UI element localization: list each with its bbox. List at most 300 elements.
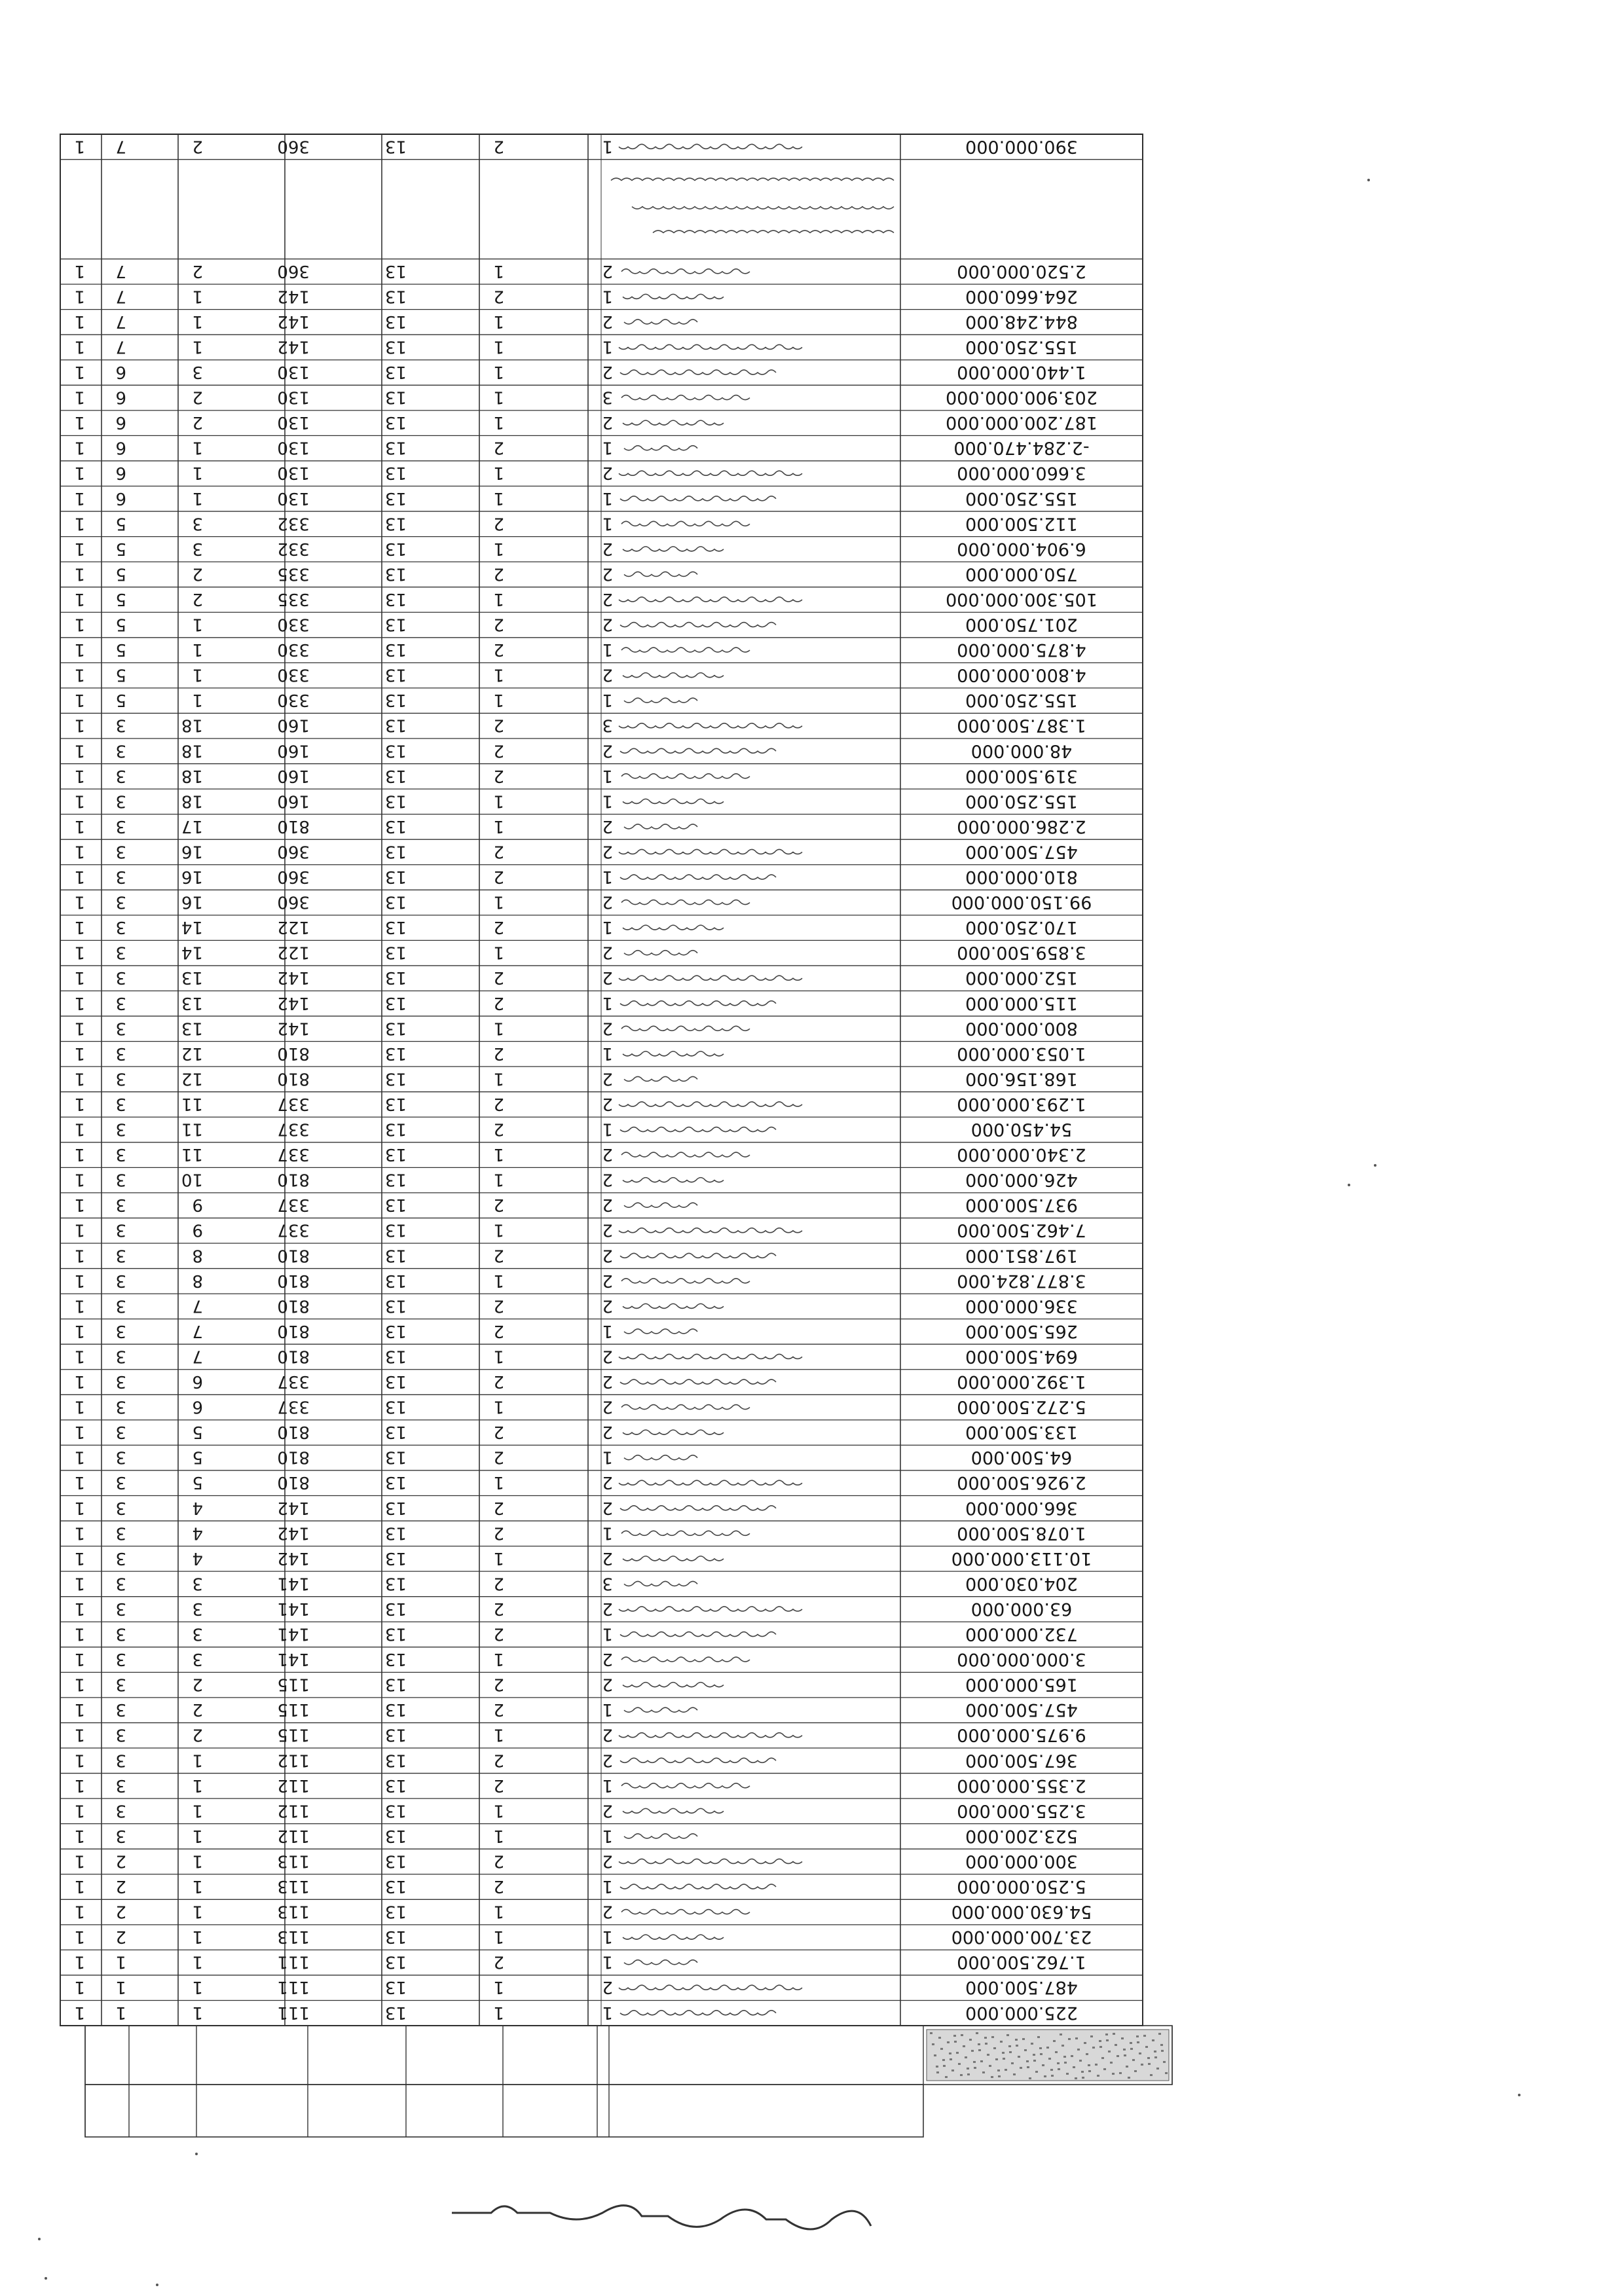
amount-cell: 99.150.000.000 — [951, 892, 1092, 913]
table-row — [74, 640, 1086, 660]
code-cell: 3 — [115, 1573, 126, 1594]
table-row — [74, 1700, 1077, 1720]
code-cell: 1 — [602, 1775, 613, 1795]
amount-cell: 64.500.000 — [970, 1447, 1073, 1468]
code-cell: 1 — [74, 1195, 85, 1215]
code-cell: 337 — [277, 1220, 310, 1240]
description-scribble — [623, 799, 724, 803]
code-cell: 1 — [602, 690, 613, 710]
code-cell: 2 — [602, 1093, 613, 1114]
stamp-noise — [1024, 2049, 1027, 2051]
code-cell: 16 — [181, 867, 203, 887]
code-cell: 142 — [277, 1497, 310, 1518]
code-cell: 13 — [384, 690, 407, 710]
stamp-noise — [1040, 2053, 1043, 2055]
code-cell: 5 — [115, 665, 126, 685]
code-cell: 142 — [277, 286, 310, 306]
code-cell: 2 — [602, 1346, 613, 1366]
code-cell: 13 — [384, 1472, 407, 1493]
code-cell: 112 — [277, 1800, 310, 1821]
code-cell: 1 — [493, 1800, 504, 1821]
code-cell: 3 — [115, 791, 126, 811]
table-row — [74, 665, 1086, 685]
amount-cell: 3.859.500.000 — [957, 942, 1086, 963]
code-cell: 1 — [493, 337, 504, 357]
table-row — [74, 791, 1077, 811]
code-cell: 141 — [277, 1598, 310, 1618]
amount-cell: 4.875.000.000 — [957, 640, 1086, 661]
code-cell: 2 — [493, 1043, 504, 1063]
code-cell: 1 — [602, 791, 613, 811]
table-row — [74, 564, 1077, 584]
code-cell: 2 — [602, 1245, 613, 1266]
stamp-noise — [1099, 2040, 1101, 2042]
code-cell: 13 — [384, 816, 407, 836]
stamp-noise — [1165, 2072, 1168, 2074]
code-cell: 3 — [115, 1018, 126, 1038]
stamp-noise — [949, 2052, 951, 2054]
amount-cell: 2.355.000.000 — [957, 1775, 1086, 1796]
code-cell: 2 — [493, 437, 504, 458]
code-cell: 130 — [277, 488, 310, 508]
table-row — [74, 1851, 1077, 1871]
code-cell: 13 — [384, 463, 407, 483]
code-cell: 2 — [493, 640, 504, 660]
amount-cell: 7.462.500.000 — [957, 1220, 1086, 1241]
description-scribble — [624, 1329, 697, 1334]
code-cell: 3 — [115, 765, 126, 786]
table-row — [74, 1952, 1086, 1973]
code-cell: 1 — [74, 1043, 85, 1063]
code-cell: 6 — [115, 463, 126, 483]
code-cell: 2 — [602, 1195, 613, 1215]
code-cell: 122 — [277, 942, 310, 962]
code-cell: 1 — [74, 589, 85, 609]
code-cell: 1 — [74, 1775, 85, 1795]
code-cell: 1 — [192, 488, 203, 508]
code-cell: 130 — [277, 437, 310, 458]
code-cell: 5 — [192, 1447, 203, 1467]
code-cell: 1 — [74, 1346, 85, 1366]
description-scribble — [619, 723, 802, 728]
stamp-noise — [950, 2058, 952, 2060]
code-cell: 2 — [192, 412, 203, 433]
code-cell: 1 — [74, 740, 85, 761]
stamp-noise — [1031, 2043, 1033, 2045]
code-cell: 2 — [493, 1296, 504, 1316]
code-cell: 2 — [493, 1195, 504, 1215]
code-cell: 5 — [115, 589, 126, 609]
description-scribble — [611, 178, 894, 181]
code-cell: 335 — [277, 564, 310, 584]
code-cell: 2 — [192, 1674, 203, 1694]
code-cell: 1 — [74, 1952, 85, 1972]
amount-cell: 225.000.000 — [965, 2002, 1078, 2023]
code-cell: 1 — [493, 1396, 504, 1417]
code-cell: 1 — [192, 1876, 203, 1897]
code-cell: 2 — [602, 816, 613, 836]
description-scribble — [619, 1354, 802, 1358]
table-row — [74, 1725, 1086, 1745]
table-row — [74, 1422, 1077, 1442]
code-cell: 3 — [115, 1800, 126, 1821]
code-cell: 13 — [384, 1624, 407, 1644]
code-cell: 17 — [181, 816, 203, 836]
stamp-noise — [1082, 2077, 1084, 2079]
code-cell: 1 — [602, 917, 613, 938]
amount-cell: 1.387.500.000 — [957, 715, 1086, 736]
stamp-noise — [1084, 2042, 1086, 2044]
code-cell: 1 — [493, 488, 504, 508]
code-cell: 13 — [384, 665, 407, 685]
description-scribble — [621, 1152, 750, 1157]
table-row — [74, 1245, 1077, 1266]
code-cell: 2 — [192, 136, 203, 156]
code-cell: 13 — [384, 1977, 407, 1997]
code-cell: 13 — [384, 1043, 407, 1063]
stamp-noise — [1075, 2037, 1078, 2039]
stamp-noise — [1108, 2050, 1111, 2052]
description-scribble — [621, 647, 750, 652]
amount-cell: 457.500.000 — [965, 841, 1078, 862]
description-scribble — [653, 230, 894, 233]
code-cell: 5 — [115, 640, 126, 660]
stamp-noise — [1068, 2038, 1071, 2040]
code-cell: 1 — [74, 1119, 85, 1139]
table-row — [74, 1372, 1086, 1392]
code-cell: 1 — [74, 715, 85, 735]
stamp-noise — [991, 2036, 994, 2038]
code-cell: 2 — [493, 1523, 504, 1543]
code-cell: 2 — [602, 1472, 613, 1493]
code-cell: 13 — [384, 765, 407, 786]
code-cell: 3 — [115, 1321, 126, 1341]
code-cell: 332 — [277, 538, 310, 558]
code-cell: 1 — [74, 1548, 85, 1568]
code-cell: 1 — [493, 1068, 504, 1089]
stamp-noise — [1026, 2060, 1029, 2062]
description-scribble — [619, 975, 802, 980]
code-cell: 13 — [384, 1523, 407, 1543]
code-cell: 13 — [384, 1144, 407, 1165]
description-scribble — [620, 1379, 776, 1384]
code-cell: 1 — [74, 488, 85, 508]
table-row — [74, 1776, 1086, 1796]
code-cell: 1 — [192, 1901, 203, 1922]
table-row — [74, 136, 1077, 156]
code-cell: 111 — [277, 1952, 310, 1972]
stamp-noise — [1160, 2044, 1163, 2046]
code-cell: 2 — [493, 740, 504, 761]
stamp-noise — [1033, 2060, 1036, 2062]
description-scribble — [621, 1405, 750, 1410]
code-cell: 13 — [384, 564, 407, 584]
code-cell: 3 — [115, 1372, 126, 1392]
amount-cell: 366.000.000 — [965, 1497, 1078, 1518]
description-scribble — [620, 1001, 776, 1006]
stamp-noise — [1050, 2069, 1053, 2071]
stamp-noise — [1044, 2075, 1046, 2077]
stamp-noise — [1029, 2077, 1031, 2079]
code-cell: 1 — [192, 1952, 203, 1972]
table-row — [74, 1826, 1077, 1846]
table-row — [74, 337, 1077, 357]
code-cell: 2 — [115, 1927, 126, 1947]
stamp-noise — [930, 2032, 932, 2034]
code-cell: 810 — [277, 1422, 310, 1442]
stamp-noise — [954, 2041, 957, 2043]
code-cell: 2 — [493, 1245, 504, 1266]
code-cell: 13 — [384, 1346, 407, 1366]
amount-cell: 750.000.000 — [965, 564, 1078, 585]
code-cell: 2 — [493, 513, 504, 534]
code-cell: 2 — [493, 968, 504, 988]
code-cell: 2 — [602, 740, 613, 761]
table-row — [74, 766, 1077, 786]
code-cell: 3 — [192, 1573, 203, 1594]
code-cell: 1 — [602, 136, 613, 156]
table-row — [74, 488, 1077, 509]
code-cell: 2 — [493, 1876, 504, 1897]
code-cell: 2 — [602, 1296, 613, 1316]
amount-cell: 694.500.000 — [965, 1346, 1078, 1367]
code-cell: 1 — [74, 337, 85, 357]
code-cell: 1 — [602, 437, 613, 458]
description-scribble — [623, 1556, 724, 1561]
code-cell: 6 — [115, 437, 126, 458]
stamp-noise — [1037, 2036, 1040, 2038]
amount-cell: 937.500.000 — [965, 1195, 1078, 1216]
code-cell: 1 — [602, 1825, 613, 1846]
code-cell: 1 — [192, 614, 203, 634]
code-cell: 18 — [181, 740, 203, 761]
code-cell: 2 — [493, 564, 504, 584]
code-cell: 1 — [74, 993, 85, 1013]
description-scribble — [621, 1783, 750, 1788]
stamp-noise — [1022, 2038, 1025, 2040]
code-cell: 13 — [384, 1775, 407, 1795]
code-cell: 13 — [384, 412, 407, 433]
stamp-noise — [995, 2058, 998, 2060]
code-cell: 2 — [493, 614, 504, 634]
code-cell: 1 — [493, 1927, 504, 1947]
amount-cell: 3.255.000.000 — [957, 1800, 1086, 1821]
description-scribble — [623, 925, 724, 930]
code-cell: 1 — [602, 1119, 613, 1139]
code-cell: 5 — [115, 513, 126, 534]
table-row — [74, 1498, 1077, 1518]
amount-cell: 6.904.000.000 — [957, 538, 1086, 559]
table-row — [74, 690, 1077, 710]
code-cell: 2 — [602, 589, 613, 609]
amount-cell: 112.500.000 — [965, 513, 1078, 534]
code-cell: 2 — [602, 1169, 613, 1190]
code-cell: 1 — [493, 311, 504, 331]
code-cell: 13 — [384, 2002, 407, 2022]
amount-cell: 426.000.000 — [965, 1169, 1078, 1190]
description-scribble — [624, 1581, 697, 1586]
stamp-noise — [1112, 2073, 1115, 2075]
amount-cell: 367.500.000 — [965, 1750, 1078, 1771]
stamp-noise — [1099, 2046, 1102, 2048]
code-cell: 13 — [384, 1497, 407, 1518]
code-cell: 2 — [493, 1851, 504, 1871]
description-scribble — [623, 294, 724, 299]
code-cell: 5 — [115, 564, 126, 584]
code-cell: 330 — [277, 665, 310, 685]
table-row — [74, 388, 1097, 408]
code-cell: 1 — [602, 1523, 613, 1543]
code-cell: 1 — [493, 1901, 504, 1922]
stamp-noise — [1154, 2056, 1157, 2058]
code-cell: 130 — [277, 412, 310, 433]
stamp-noise — [1150, 2074, 1153, 2076]
code-cell: 1 — [74, 1724, 85, 1745]
code-cell: 13 — [384, 1396, 407, 1417]
stamp-noise — [1020, 2067, 1022, 2069]
stamp-noise — [1003, 2058, 1005, 2060]
stamp-noise — [993, 2047, 996, 2049]
description-scribble — [619, 849, 802, 854]
table-row — [74, 816, 1086, 837]
code-cell: 1 — [493, 791, 504, 811]
amount-cell: 115.000.000 — [965, 993, 1078, 1013]
description-scribble — [623, 673, 724, 678]
stamp-noise — [1063, 2056, 1066, 2058]
code-cell: 2 — [493, 1775, 504, 1795]
code-cell: 1 — [74, 1396, 85, 1417]
table-row — [74, 841, 1077, 862]
stamp-noise — [1088, 2070, 1091, 2072]
code-cell: 13 — [384, 867, 407, 887]
stamp-noise — [958, 2063, 961, 2065]
amount-cell: 48.000.000 — [970, 740, 1073, 761]
code-cell: 18 — [181, 765, 203, 786]
code-cell: 13 — [384, 1927, 407, 1947]
code-cell: 13 — [384, 968, 407, 988]
code-cell: 1 — [74, 1472, 85, 1493]
code-cell: 13 — [384, 1649, 407, 1669]
code-cell: 160 — [277, 715, 310, 735]
table-row — [74, 993, 1077, 1013]
code-cell: 2 — [493, 1674, 504, 1694]
code-cell: 113 — [277, 1901, 310, 1922]
code-cell: 1 — [74, 538, 85, 558]
code-cell: 13 — [384, 1825, 407, 1846]
code-cell: 13 — [384, 917, 407, 938]
stamp-noise — [1128, 2077, 1130, 2079]
table-row — [74, 1068, 1077, 1089]
code-cell: 13 — [384, 337, 407, 357]
code-cell: 360 — [277, 841, 310, 862]
code-cell: 7 — [115, 136, 126, 156]
code-cell: 113 — [277, 1876, 310, 1897]
stamp-noise — [1119, 2072, 1122, 2074]
stamp-noise — [1061, 2045, 1064, 2047]
stamp-noise — [967, 2073, 970, 2075]
stamp-noise — [942, 2059, 945, 2061]
stamp-noise — [1011, 2062, 1014, 2064]
code-cell: 13 — [384, 311, 407, 331]
stamp-noise — [984, 2037, 987, 2039]
stamp-noise — [943, 2065, 946, 2067]
code-cell: 111 — [277, 1977, 310, 1997]
code-cell: 2 — [192, 261, 203, 281]
code-cell: 3 — [602, 1573, 613, 1594]
code-cell: 2 — [493, 1497, 504, 1518]
code-cell: 1 — [74, 665, 85, 685]
code-cell: 18 — [181, 791, 203, 811]
code-cell: 1 — [493, 1220, 504, 1240]
code-cell: 1 — [192, 690, 203, 710]
code-cell: 1 — [602, 1876, 613, 1897]
description-scribble — [623, 1935, 724, 1939]
code-cell: 1 — [192, 311, 203, 331]
table-row — [74, 362, 1086, 382]
description-scribble — [621, 1910, 750, 1914]
amount-cell: 155.250.000 — [965, 337, 1078, 357]
stamp-noise — [1113, 2033, 1115, 2035]
code-cell: 13 — [384, 993, 407, 1013]
table-row — [74, 1170, 1077, 1190]
amount-cell: 2.926.500.000 — [957, 1472, 1086, 1493]
code-cell: 13 — [384, 488, 407, 508]
code-cell: 1 — [74, 690, 85, 710]
code-cell: 3 — [115, 1700, 126, 1720]
code-cell: 1 — [74, 1372, 85, 1392]
stamp-noise — [978, 2049, 981, 2051]
code-cell: 13 — [384, 1876, 407, 1897]
code-cell: 3 — [192, 513, 203, 534]
code-cell: 1 — [602, 1927, 613, 1947]
code-cell: 332 — [277, 513, 310, 534]
code-cell: 1 — [74, 362, 85, 382]
code-cell: 1 — [192, 1775, 203, 1795]
code-cell: 2 — [602, 564, 613, 584]
table-row — [74, 261, 1086, 282]
code-cell: 122 — [277, 917, 310, 938]
stamp-noise — [1152, 2039, 1154, 2041]
description-scribble — [620, 496, 776, 501]
code-cell: 1 — [74, 640, 85, 660]
description-scribble — [624, 1076, 697, 1081]
code-cell: 9 — [192, 1195, 203, 1215]
stamp-noise — [960, 2074, 963, 2076]
stamp-noise — [961, 2034, 963, 2036]
code-cell: 3 — [115, 1245, 126, 1266]
stamp-noise — [997, 2069, 1000, 2071]
code-cell: 13 — [384, 640, 407, 660]
amount-cell: 9.975.000.000 — [957, 1724, 1086, 1745]
code-cell: 1 — [74, 1624, 85, 1644]
code-cell: 9 — [192, 1220, 203, 1240]
stamp-noise — [989, 2065, 991, 2067]
code-cell: 1 — [74, 942, 85, 962]
code-cell: 7 — [192, 1321, 203, 1341]
stamp-noise — [1027, 2066, 1029, 2068]
code-cell: 1 — [74, 387, 85, 407]
code-cell: 3 — [115, 993, 126, 1013]
code-cell: 1 — [192, 286, 203, 306]
table-row — [74, 1624, 1077, 1645]
stamp-noise — [1136, 2035, 1139, 2037]
amount-cell: 810.000.000 — [965, 867, 1078, 888]
code-cell: 3 — [115, 892, 126, 912]
code-cell: 13 — [384, 1548, 407, 1568]
stamp-noise — [1016, 2045, 1018, 2047]
code-cell: 1 — [493, 816, 504, 836]
code-cell: 1 — [74, 437, 85, 458]
